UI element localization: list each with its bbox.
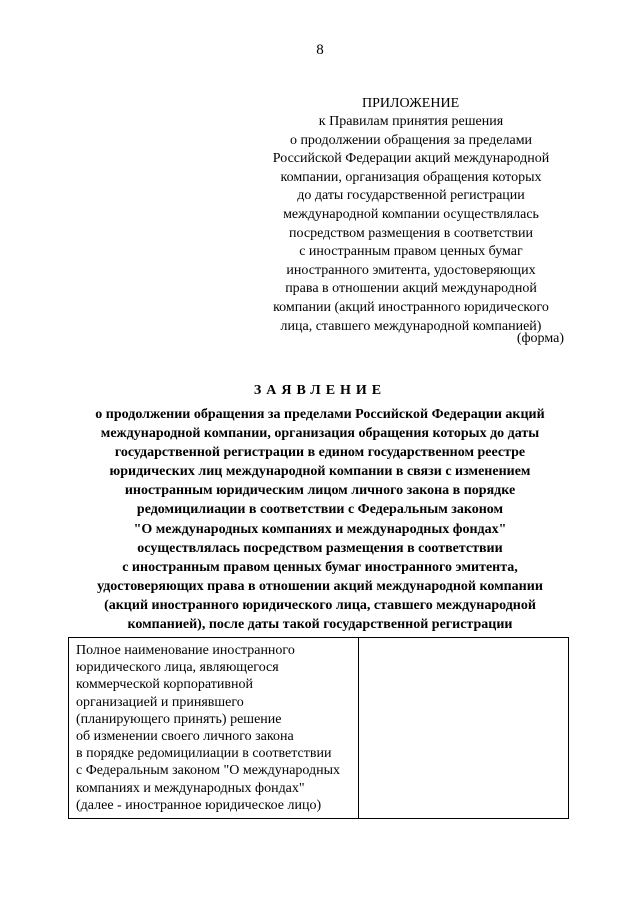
subtitle-line: с иностранным правом ценных бумаг иностранного эмитента,: [122, 559, 518, 575]
subtitle-line: компанией), после даты такой государственной регистрации: [127, 617, 513, 633]
appendix-line: права в отношении акций международной: [285, 281, 537, 297]
appendix-line: Российской Федерации акций международной: [272, 151, 550, 167]
subtitle-line: (акций иностранного юридического лица, ставшего международной: [104, 597, 536, 613]
label-line: (далее - иностранное юридическое лицо): [76, 797, 322, 813]
page-number: 8: [316, 42, 324, 58]
table-row: [69, 638, 569, 819]
label-line: с Федеральным законом "О международных: [76, 763, 341, 779]
form-table: [68, 637, 569, 819]
label-line: в порядке редомицилиации в соответствии: [76, 746, 332, 762]
appendix-text: [250, 113, 572, 336]
label-line: юридического лица, являющегося: [76, 660, 279, 676]
subtitle-line: "О международных компаниях и международных фондах": [133, 521, 507, 537]
subtitle-line: юридических лиц международной компании в связи с изменением: [109, 464, 531, 480]
appendix-line: до даты государственной регистрации: [297, 188, 525, 204]
appendix-line: иностранного эмитента, удостоверяющих: [286, 262, 536, 278]
statement-subtitle: [60, 405, 580, 634]
field-label-cell: [69, 638, 359, 819]
subtitle-line: редомицилиации в соответствии с Федеральным законом: [136, 502, 504, 518]
appendix-line: международной компании осуществлялась: [283, 206, 539, 222]
subtitle-line: о продолжении обращения за пределами Российской Федерации акций: [95, 407, 545, 422]
statement-title: ЗАЯВЛЕНИЕ: [253, 383, 387, 398]
label-line: Полное наименование иностранного: [76, 643, 295, 658]
appendix-line: к Правилам принятия решения: [318, 114, 504, 129]
subtitle-line: осуществлялась посредством размещения в соответствии: [137, 540, 503, 556]
appendix-line: с иностранным правом ценных бумаг: [299, 244, 523, 260]
label-line: организацией и принявшего: [76, 694, 244, 710]
label-line: коммерческой корпоративной: [76, 677, 253, 693]
label-line: (планирующего принять) решение: [76, 711, 282, 727]
subtitle-line: государственной регистрации в едином государственном реестре: [114, 445, 526, 461]
label-line: компаниях и международных фондах": [76, 780, 305, 796]
label-line: об изменении своего личного закона: [76, 729, 294, 745]
appendix-line: компании, организация обращения которых: [280, 169, 542, 185]
subtitle-line: международной компании, организация обращения которых до даты: [100, 426, 540, 442]
subtitle-line: удостоверяющих права в отношении акций международной компании: [97, 578, 543, 594]
form-note: (форма): [516, 331, 564, 346]
appendix-line: о продолжении обращения за пределами: [289, 132, 533, 148]
field-label-foreign-entity-name: [69, 638, 358, 814]
field-value-cell[interactable]: [359, 638, 569, 819]
appendix-line: лица, ставшего международной компанией): [280, 318, 542, 334]
appendix-title: ПРИЛОЖЕНИЕ: [362, 96, 460, 111]
appendix-line: компании (акций иностранного юридического: [273, 299, 549, 315]
appendix-line: посредством размещения в соответствии: [289, 225, 533, 241]
subtitle-line: иностранным юридическим лицом личного закона в порядке: [124, 483, 516, 499]
